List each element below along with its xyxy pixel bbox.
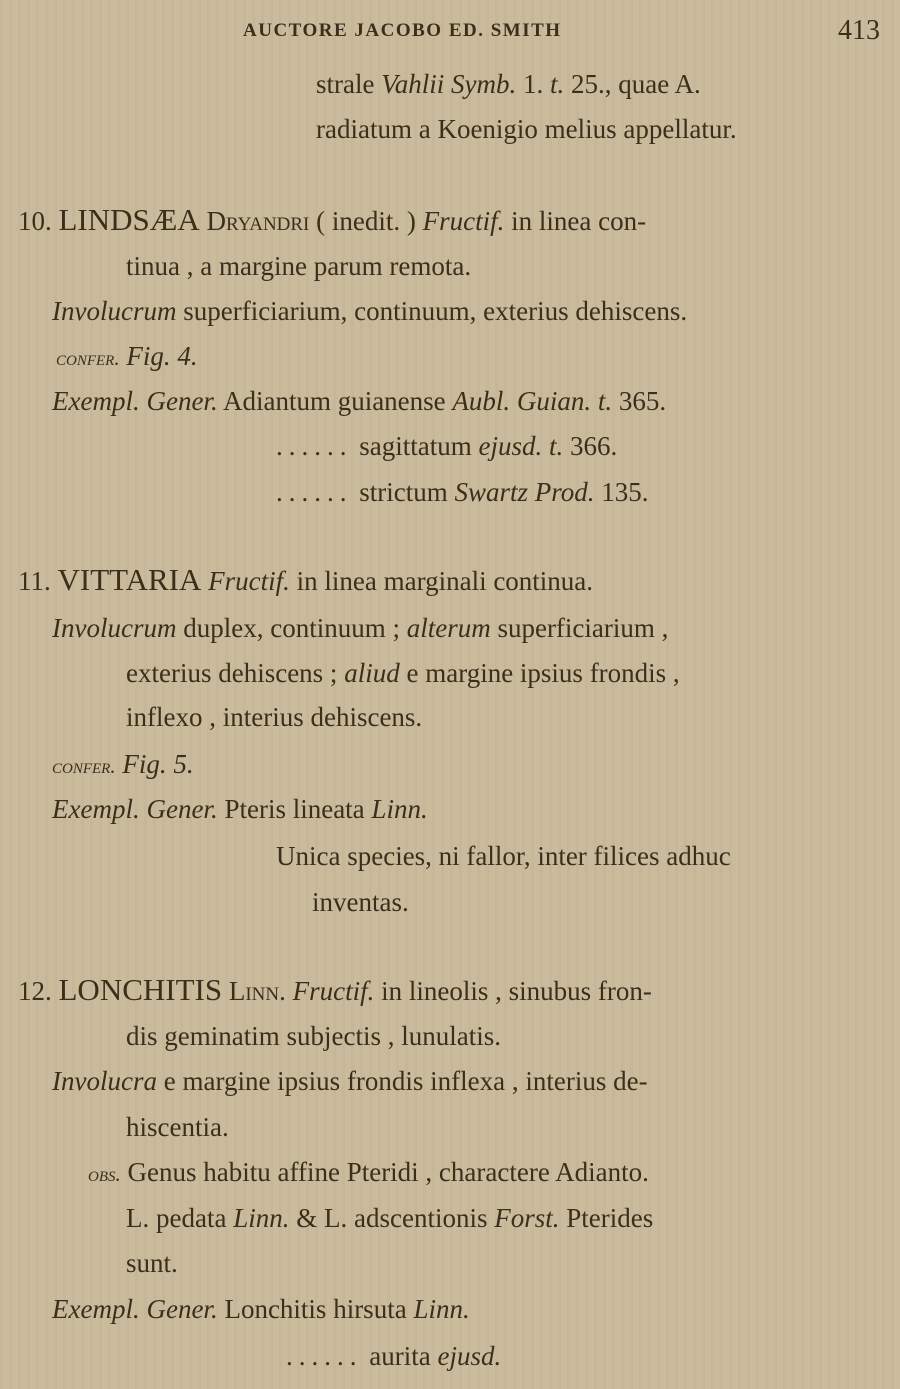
genus-12-desc-2: dis geminatim subjectis , lunulatis. [126,1021,501,1051]
continuation-line-2: radiatum a Koenigio melius appellatur. [316,114,737,144]
genus-11-involucrum-3: inflexo , interius dehiscens. [126,702,423,732]
genus-11-exempl-1 [52,792,428,826]
genus-12-involucra [52,1064,648,1098]
involucrum-part-label: alterum [406,613,491,643]
species: strictum [352,477,455,507]
confer-fig: Fig. 5. [115,749,194,779]
genus-10-exempl-3 [276,475,649,509]
species: sagittatum [352,431,479,461]
genus-11-remark-2: inventas. [312,887,409,917]
text: 25., quae A. [564,69,701,99]
genus-author: Dryandri [206,206,310,236]
obs-text: & L. adscentionis [289,1203,495,1233]
involucra-label: Involucra [52,1066,157,1096]
reference: ejusd. t. [478,431,564,461]
confer-label: confer. [52,754,116,778]
reference: Aubl. Guian. t. [452,386,613,416]
species: Pteris lineata [217,794,372,824]
text: 1. [516,69,550,99]
fructif-label: Fructif. [422,206,505,236]
genus-number: 12. [18,976,52,1006]
reference: Linn. [413,1294,470,1324]
reference: Linn. [371,794,428,824]
genus-12-exempl-1 [52,1292,470,1326]
genus-12-involucra-2: hiscentia. [126,1112,229,1142]
genus-note: ( inedit. ) [309,206,423,236]
genus-11-heading [18,563,593,598]
genus-10-exempl-2 [276,429,617,463]
involucrum-text: duplex, continuum ; [176,613,407,643]
citation: t. [549,69,565,99]
reference: Linn. [233,1203,290,1233]
genus-10-heading [18,203,646,238]
page-number: 413 [838,15,880,46]
involucra-text: e margine ipsius frondis inflexa , interius de- [156,1066,648,1096]
obs-text: Pterides [559,1203,654,1233]
reference-number: 366. [563,431,618,461]
genus-12-obs [88,1155,649,1191]
genus-name: VITTARIA [57,562,202,597]
running-title: AUCTORE JACOBO ED. SMITH [243,20,562,41]
reference: Swartz Prod. [454,477,595,507]
genus-11-remark-1: Unica species, ni fallor, inter filices adhuc [276,841,731,871]
genus-11-confer [52,747,194,783]
involucrum-label: Involucrum [52,296,177,326]
genus-10-confer [56,339,198,375]
species: Adiantum guianense [217,386,453,416]
fructif-text: in linea marginali continua. [289,566,594,596]
genus-number: 10. [18,206,52,236]
genus-10-desc-2: tinua , a margine parum remota. [126,251,472,281]
obs-label: obs. [88,1162,121,1186]
involucrum-text: superficiarium , [490,613,669,643]
ditto-dots: ...... [276,477,353,507]
genus-11-involucrum [52,611,668,645]
citation: Vahlii Symb. [381,69,517,99]
ditto-dots: ...... [276,431,353,461]
confer-fig: Fig. 4. [119,341,198,371]
genus-12-heading [18,973,652,1008]
text: strale [316,69,382,99]
involucrum-label: Involucrum [52,613,177,643]
genus-10-involucrum [52,294,687,328]
reference-number: 365. [612,386,667,416]
exempl-label: Exempl. Gener. [52,386,218,416]
genus-name: LINDSÆA [58,202,200,237]
involucrum-text: exterius dehiscens ; [126,658,345,688]
genus-10-exempl-1 [52,384,666,418]
genus-name: LONCHITIS [58,972,223,1007]
obs-text: Genus habitu affine Pteridi , charactere Adianto. [120,1157,649,1187]
exempl-label: Exempl. Gener. [52,794,218,824]
fructif-text: in lineolis , sinubus fron- [374,976,652,1006]
genus-12-obs-3: sunt. [126,1248,178,1278]
exempl-label: Exempl. Gener. [52,1294,218,1324]
obs-text: L. pedata [126,1203,234,1233]
reference: Forst. [494,1203,560,1233]
genus-12-exempl-2 [286,1339,501,1373]
reference-number: 135. [594,477,649,507]
fructif-label: Fructif. [285,976,375,1006]
involucrum-text: e margine ipsius frondis , [399,658,680,688]
ditto-dots: ...... [286,1341,363,1371]
genus-author: Linn. [222,976,286,1006]
fructif-label: Fructif. [201,566,290,596]
genus-12-obs-2 [126,1201,653,1235]
genus-number: 11. [18,566,51,596]
genus-11-involucrum-2 [126,656,680,690]
species: aurita [362,1341,438,1371]
involucrum-text: superficiarium, continuum, exterius dehiscens. [176,296,688,326]
reference: ejusd. [437,1341,502,1371]
species: Lonchitis hirsuta [217,1294,414,1324]
confer-label: confer. [56,346,120,370]
running-header [243,14,562,48]
fructif-text: in linea con- [504,206,647,236]
continuation-line-1 [316,67,889,101]
involucrum-part-label: aliud [344,658,400,688]
